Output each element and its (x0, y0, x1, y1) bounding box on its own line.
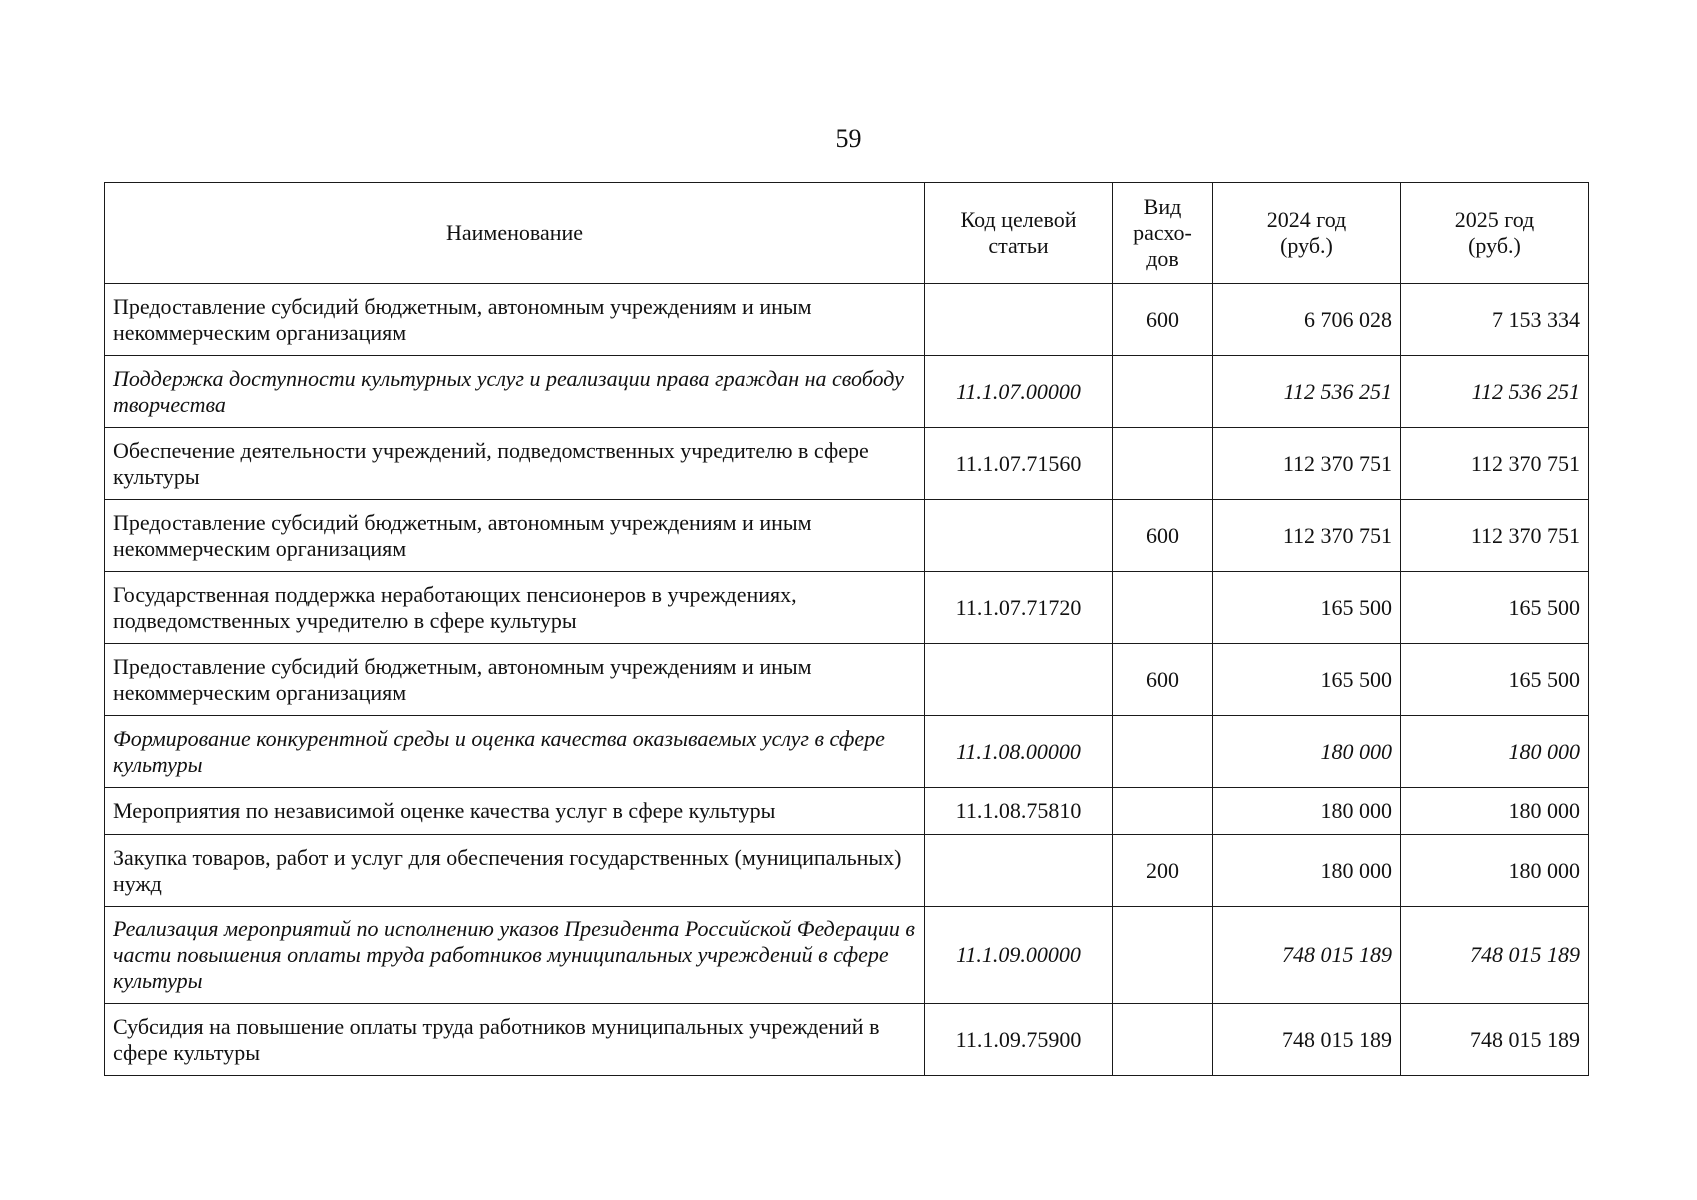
row-name: Формирование конкурентной среды и оценка качества оказываемых услуг в сфере культуры (105, 716, 925, 788)
table-row (105, 356, 1589, 428)
row-vid (1113, 572, 1213, 644)
table-row (105, 500, 1589, 572)
row-name: Предоставление субсидий бюджетным, автономным учреждениям и иным некоммерческим организациям (105, 644, 925, 716)
table-header-row (105, 183, 1589, 284)
row-2025: 180 000 (1401, 788, 1589, 835)
row-name: Мероприятия по независимой оценке качества услуг в сфере культуры (105, 788, 925, 835)
row-2025: 748 015 189 (1401, 1004, 1589, 1076)
row-code: 11.1.07.71560 (925, 428, 1113, 500)
row-2025: 748 015 189 (1401, 907, 1589, 1004)
row-2024: 165 500 (1213, 572, 1401, 644)
row-2025: 112 370 751 (1401, 500, 1589, 572)
row-code: 11.1.07.00000 (925, 356, 1113, 428)
row-name: Реализация мероприятий по исполнению указов Президента Российской Федерации в части повышения оплаты труда работников муниципальных учреждений в сфере культуры (105, 907, 925, 1004)
row-code (925, 835, 1113, 907)
header-2025 (1401, 183, 1589, 284)
row-code (925, 500, 1113, 572)
row-2024: 180 000 (1213, 716, 1401, 788)
header-code (925, 183, 1113, 284)
row-2024: 180 000 (1213, 835, 1401, 907)
row-2025: 180 000 (1401, 716, 1589, 788)
row-name: Субсидия на повышение оплаты труда работников муниципальных учреждений в сфере культуры (105, 1004, 925, 1076)
row-2025: 165 500 (1401, 572, 1589, 644)
row-name: Поддержка доступности культурных услуг и реализации права граждан на свободу творчества (105, 356, 925, 428)
row-2024: 165 500 (1213, 644, 1401, 716)
row-vid (1113, 1004, 1213, 1076)
header-2025-label: (руб.) (1468, 233, 1521, 258)
header-2024-label: 2024 год (1266, 207, 1347, 232)
row-2024: 180 000 (1213, 788, 1401, 835)
table-row (105, 788, 1589, 835)
row-code (925, 284, 1113, 356)
table-row (105, 572, 1589, 644)
row-2024: 748 015 189 (1213, 907, 1401, 1004)
row-vid (1113, 788, 1213, 835)
budget-table (104, 182, 1589, 1076)
row-2024: 6 706 028 (1213, 284, 1401, 356)
row-code (925, 644, 1113, 716)
header-vid-label: расхо- (1133, 220, 1192, 245)
row-code: 11.1.08.00000 (925, 716, 1113, 788)
table-row (105, 716, 1589, 788)
row-name: Обеспечение деятельности учреждений, подведомственных учредителю в сфере культуры (105, 428, 925, 500)
row-vid (1113, 356, 1213, 428)
header-name (105, 183, 925, 284)
row-2025: 7 153 334 (1401, 284, 1589, 356)
header-code-label: статьи (988, 233, 1049, 258)
row-name: Государственная поддержка неработающих пенсионеров в учреждениях, подведомственных учредителю в сфере культуры (105, 572, 925, 644)
row-vid: 600 (1113, 644, 1213, 716)
row-2025: 112 536 251 (1401, 356, 1589, 428)
row-2025: 112 370 751 (1401, 428, 1589, 500)
row-code: 11.1.08.75810 (925, 788, 1113, 835)
row-2025: 165 500 (1401, 644, 1589, 716)
row-name: Закупка товаров, работ и услуг для обеспечения государственных (муниципальных) нужд (105, 835, 925, 907)
row-code: 11.1.07.71720 (925, 572, 1113, 644)
row-name: Предоставление субсидий бюджетным, автономным учреждениям и иным некоммерческим организациям (105, 284, 925, 356)
header-name-label: Наименование (445, 220, 584, 245)
table-row (105, 907, 1589, 1004)
row-vid (1113, 716, 1213, 788)
row-2025: 180 000 (1401, 835, 1589, 907)
row-name: Предоставление субсидий бюджетным, автономным учреждениям и иным некоммерческим организациям (105, 500, 925, 572)
row-vid: 200 (1113, 835, 1213, 907)
header-2024-label: (руб.) (1280, 233, 1333, 258)
row-vid: 600 (1113, 500, 1213, 572)
row-2024: 748 015 189 (1213, 1004, 1401, 1076)
table-row (105, 1004, 1589, 1076)
table-row (105, 835, 1589, 907)
page-number: 59 (835, 124, 862, 153)
header-code-label: Код целевой (960, 207, 1077, 232)
row-2024: 112 370 751 (1213, 500, 1401, 572)
table-row (105, 644, 1589, 716)
row-2024: 112 536 251 (1213, 356, 1401, 428)
row-code: 11.1.09.75900 (925, 1004, 1113, 1076)
table-row (105, 428, 1589, 500)
row-vid: 600 (1113, 284, 1213, 356)
header-vid-label: дов (1146, 246, 1179, 271)
row-vid (1113, 428, 1213, 500)
header-2025-label: 2025 год (1454, 207, 1535, 232)
header-vid (1113, 183, 1213, 284)
row-2024: 112 370 751 (1213, 428, 1401, 500)
row-code: 11.1.09.00000 (925, 907, 1113, 1004)
header-2024 (1213, 183, 1401, 284)
row-vid (1113, 907, 1213, 1004)
header-vid-label: Вид (1143, 194, 1182, 219)
table-row (105, 284, 1589, 356)
